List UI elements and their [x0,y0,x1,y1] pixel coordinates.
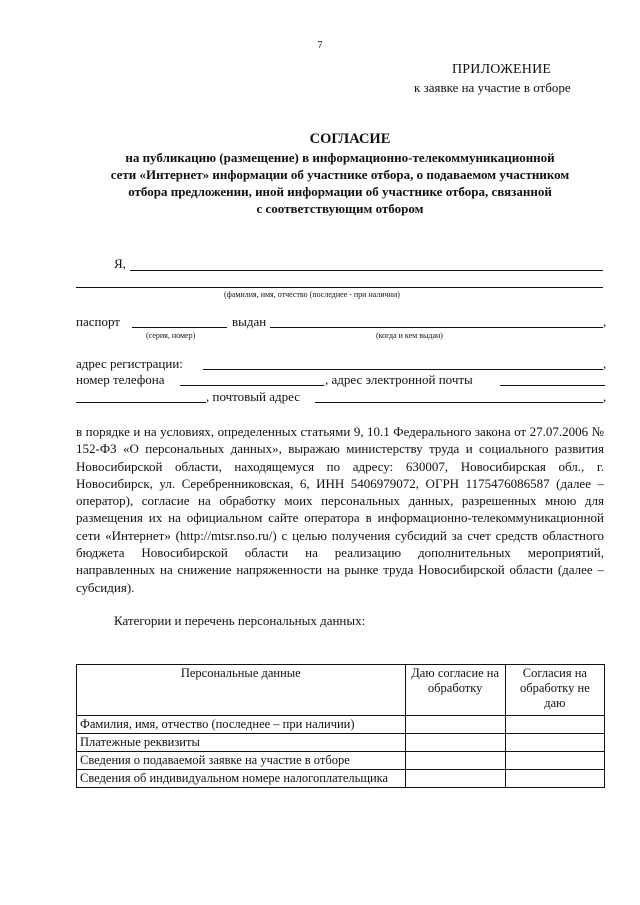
fio-field-line-2[interactable] [76,287,603,288]
passport-series-line[interactable] [132,327,227,328]
postal-comma: , [603,389,607,404]
fio-hint: (фамилия, имя, отчество (последнее - при наличии) [224,290,400,299]
give-consent-cell-fio[interactable] [405,716,505,734]
table-header-row [77,665,605,716]
postal-label: , почтовый адрес [206,389,300,404]
table-row [77,716,605,734]
consent-body [76,423,604,629]
fio-field-line[interactable] [130,270,603,271]
issued-hint: (когда и кем выдан) [376,331,443,340]
header-no-consent: Согласия на обработку не даю [505,665,604,716]
address-line[interactable] [203,369,603,370]
no-consent-cell-application[interactable] [505,752,604,770]
consent-paragraph: в порядке и на условиях, определенных статьями 9, 10.1 Федерального закона от 27.07.2006 № 152-ФЗ «О персональных данных», выражаю министерству труда и социального развития Новосибирской области, находящемуся по адресу: 630007, Новосибирская обл., г. Новосибирск, ул. Серебренниковская, 6, ИНН 5406979072, ОГРН 1175476086587 (далее – оператор), согласие на обработку моих персональных данных, разрешенных мною для размещения их на официальном сайте оператора в информационно-телекоммуникационной сети «Интернет» (http://mtsr.nso.ru/) с целью получения субсидий за счет средств областного бюджета Новосибирской области на реализацию дополнительных мероприятий, направленных на снижение напряженности на рынке труда Новосибирской области (далее – субсидия). [76,424,604,595]
email-line[interactable] [500,385,605,386]
phone-label: номер телефона [76,372,165,387]
page-number: 7 [317,40,323,51]
row-label-application: Сведения о подаваемой заявке на участие в отборе [77,752,406,770]
no-consent-cell-fio[interactable] [505,716,604,734]
address-comma: , [603,356,607,371]
email-label: , адрес электронной почты [325,372,473,387]
issued-label: выдан [232,314,267,329]
give-consent-cell-inn[interactable] [405,770,505,788]
header-give-consent: Даю согласие на обработку [405,665,505,716]
appendix-title: ПРИЛОЖЕНИЕ [452,62,552,77]
series-hint: (серия, номер) [146,331,196,340]
give-consent-cell-application[interactable] [405,752,505,770]
passport-label: паспорт [76,314,120,329]
categories-label: Категории и перечень персональных данных: [114,612,366,628]
table-row [77,734,605,752]
row-label-payment: Платежные реквизиты [77,734,406,752]
table-row [77,770,605,788]
email-line-2[interactable] [76,402,206,403]
row-label-fio: Фамилия, имя, отчество (последнее – при наличии) [77,716,406,734]
passport-comma: , [603,314,607,329]
address-label: адрес регистрации: [76,356,183,371]
heading-line-1: на публикацию (размещение) в информационно-телекоммуникационной [125,150,555,165]
heading-line-2: сети «Интернет» информации об участнике отбора, о подаваемом участником [110,167,570,182]
heading-line-4: с соответствующим отбором [256,201,424,216]
row-label-inn: Сведения об индивидуальном номере налогоплательщика [77,770,406,788]
no-consent-cell-payment[interactable] [505,734,604,752]
appendix-subtitle: к заявке на участие в отборе [414,80,571,95]
postal-line[interactable] [315,402,603,403]
table-row [77,752,605,770]
passport-issued-line[interactable] [270,327,603,328]
phone-line[interactable] [180,385,324,386]
give-consent-cell-payment[interactable] [405,734,505,752]
personal-data-table [76,664,605,788]
no-consent-cell-inn[interactable] [505,770,604,788]
header-personal-data: Персональные данные [77,665,406,716]
heading-line-3: отбора предложении, иной информации об участнике отбора, связанной [128,184,552,199]
ya-label: Я, [114,256,126,271]
consent-title: СОГЛАСИЕ [309,131,391,147]
